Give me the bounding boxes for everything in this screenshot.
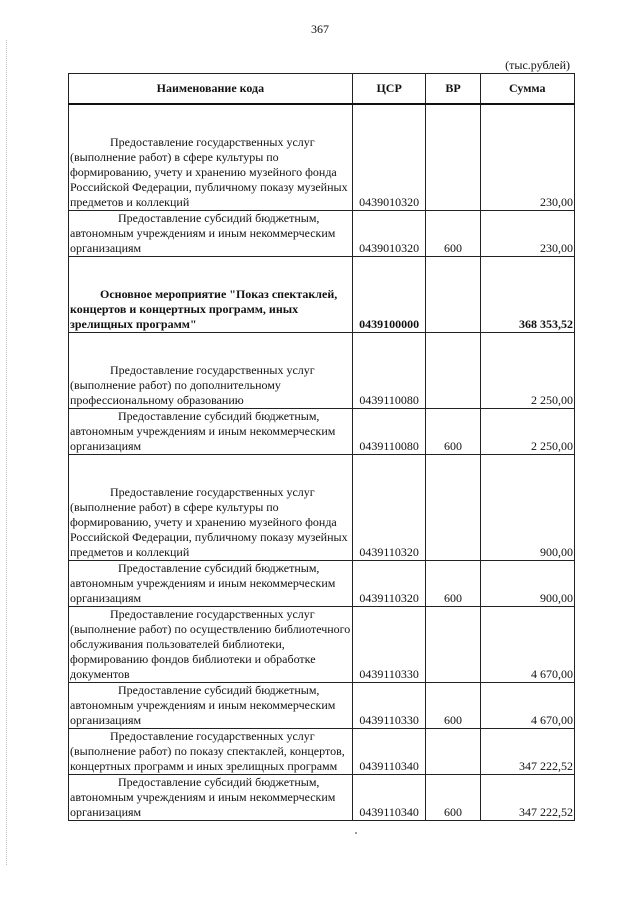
row-name-first-line: Предоставление государственных услуг: [110, 606, 315, 621]
budget-table: [68, 73, 575, 821]
row-csr: 0439110080: [352, 332, 426, 408]
row-name-first-line: Предоставление государственных услуг: [110, 728, 315, 743]
row-name-first-line: Предоставление субсидий бюджетным,: [118, 774, 320, 789]
row-spacer: [70, 333, 351, 363]
row-vr: [426, 606, 480, 682]
row-name-first-line: Основное мероприятие "Показ: [100, 286, 269, 301]
row-name-rest: автономным учреждениям и иным некоммерческим организациям: [70, 225, 336, 255]
table-row: [69, 682, 575, 728]
row-sum: 900,00: [480, 454, 574, 560]
table-row: [69, 606, 575, 682]
row-name-rest: (выполнение работ) по дополнительному профессиональному образованию: [70, 377, 281, 407]
row-name: [69, 210, 353, 256]
row-name: [69, 728, 353, 774]
row-name-first-line: Предоставление государственных услуг: [110, 134, 315, 149]
margin-rule: [6, 40, 7, 865]
row-name-rest: автономным учреждениям и иным некоммерческим организациям: [70, 575, 336, 605]
row-sum: 4 670,00: [480, 606, 574, 682]
row-csr: 0439110340: [352, 774, 426, 820]
row-csr: 0439110340: [352, 728, 426, 774]
row-sum: 230,00: [480, 104, 574, 211]
row-name-first-line: Предоставление субсидий бюджетным,: [118, 682, 320, 697]
row-spacer: [70, 455, 351, 485]
row-name: [69, 256, 353, 332]
table-row: [69, 728, 575, 774]
table-row: [69, 210, 575, 256]
row-vr: 600: [426, 682, 480, 728]
row-name-rest: (выполнение работ) в сфере культуры по формированию, учету и хранению музейного фонда Российской Федерации, публичному показу музейных предметов и коллекций: [70, 499, 348, 559]
row-csr: 0439110320: [352, 560, 426, 606]
row-spacer: [70, 257, 351, 287]
page-number: 367: [311, 22, 329, 36]
row-name-first-line: Предоставление субсидий бюджетным,: [118, 560, 320, 575]
row-csr: 0439110320: [352, 454, 426, 560]
row-name-rest: (выполнение работ) по осуществлению библиотечного обслуживания пользователей библиотеки, формированию фондов библиотеки и обработке документов: [70, 621, 351, 681]
row-name-rest: (выполнение работ) по показу спектаклей, концертов, концертных программ и иных зрелищных программ: [70, 743, 345, 773]
row-name-first-line: Предоставление государственных услуг: [110, 484, 315, 499]
row-sum: 230,00: [480, 210, 574, 256]
row-sum: 900,00: [480, 560, 574, 606]
row-name: [69, 774, 353, 820]
row-vr: 600: [426, 408, 480, 454]
row-vr: [426, 256, 480, 332]
row-sum: 347 222,52: [480, 728, 574, 774]
row-csr: 0439110330: [352, 606, 426, 682]
table-row: [69, 104, 575, 211]
row-name: [69, 408, 353, 454]
units-label: (тыс.рублей): [505, 58, 570, 72]
table-row: [69, 408, 575, 454]
row-vr: [426, 104, 480, 211]
row-name-first-line: Предоставление государственных услуг: [110, 362, 315, 377]
row-csr: 0439110080: [352, 408, 426, 454]
row-csr: 0439010320: [352, 210, 426, 256]
row-vr: [426, 728, 480, 774]
scan-dot: [355, 832, 357, 834]
row-sum: 368 353,52: [480, 256, 574, 332]
row-vr: 600: [426, 560, 480, 606]
row-name-first-line: Предоставление субсидий бюджетным,: [118, 408, 320, 423]
row-sum: 2 250,00: [480, 408, 574, 454]
row-vr: 600: [426, 774, 480, 820]
table-header-row: [69, 74, 575, 104]
row-sum: 347 222,52: [480, 774, 574, 820]
row-name-rest: (выполнение работ) в сфере культуры по формированию, учету и хранению музейного фонда Российской Федерации, публичному показу музейных предметов и коллекций: [70, 149, 348, 209]
row-name: [69, 682, 353, 728]
table-row: [69, 256, 575, 332]
table-row: [69, 332, 575, 408]
header-name: Наименование кода: [69, 74, 353, 104]
row-sum: 4 670,00: [480, 682, 574, 728]
table-row: [69, 774, 575, 820]
table-row: [69, 560, 575, 606]
table-row: [69, 454, 575, 560]
row-name: [69, 606, 353, 682]
header-sum: Сумма: [480, 74, 574, 104]
row-name: [69, 332, 353, 408]
row-vr: 600: [426, 210, 480, 256]
row-sum: 2 250,00: [480, 332, 574, 408]
header-vr: ВР: [426, 74, 480, 104]
row-name-rest: автономным учреждениям и иным некоммерческим организациям: [70, 423, 336, 453]
row-vr: [426, 332, 480, 408]
row-csr: 0439110330: [352, 682, 426, 728]
row-name: [69, 454, 353, 560]
row-name-rest: автономным учреждениям и иным некоммерческим организациям: [70, 697, 336, 727]
row-csr: 0439100000: [352, 256, 426, 332]
row-name-first-line: Предоставление субсидий бюджетным,: [118, 210, 320, 225]
row-name-rest: автономным учреждениям и иным некоммерческим организациям: [70, 789, 336, 819]
row-spacer: [70, 105, 351, 135]
row-name: [69, 104, 353, 211]
row-vr: [426, 454, 480, 560]
row-name: [69, 560, 353, 606]
row-name-rest: спектаклей, концертов и концертных программ, иных зрелищных программ": [70, 286, 338, 331]
row-csr: 0439010320: [352, 104, 426, 211]
header-csr: ЦСР: [352, 74, 426, 104]
